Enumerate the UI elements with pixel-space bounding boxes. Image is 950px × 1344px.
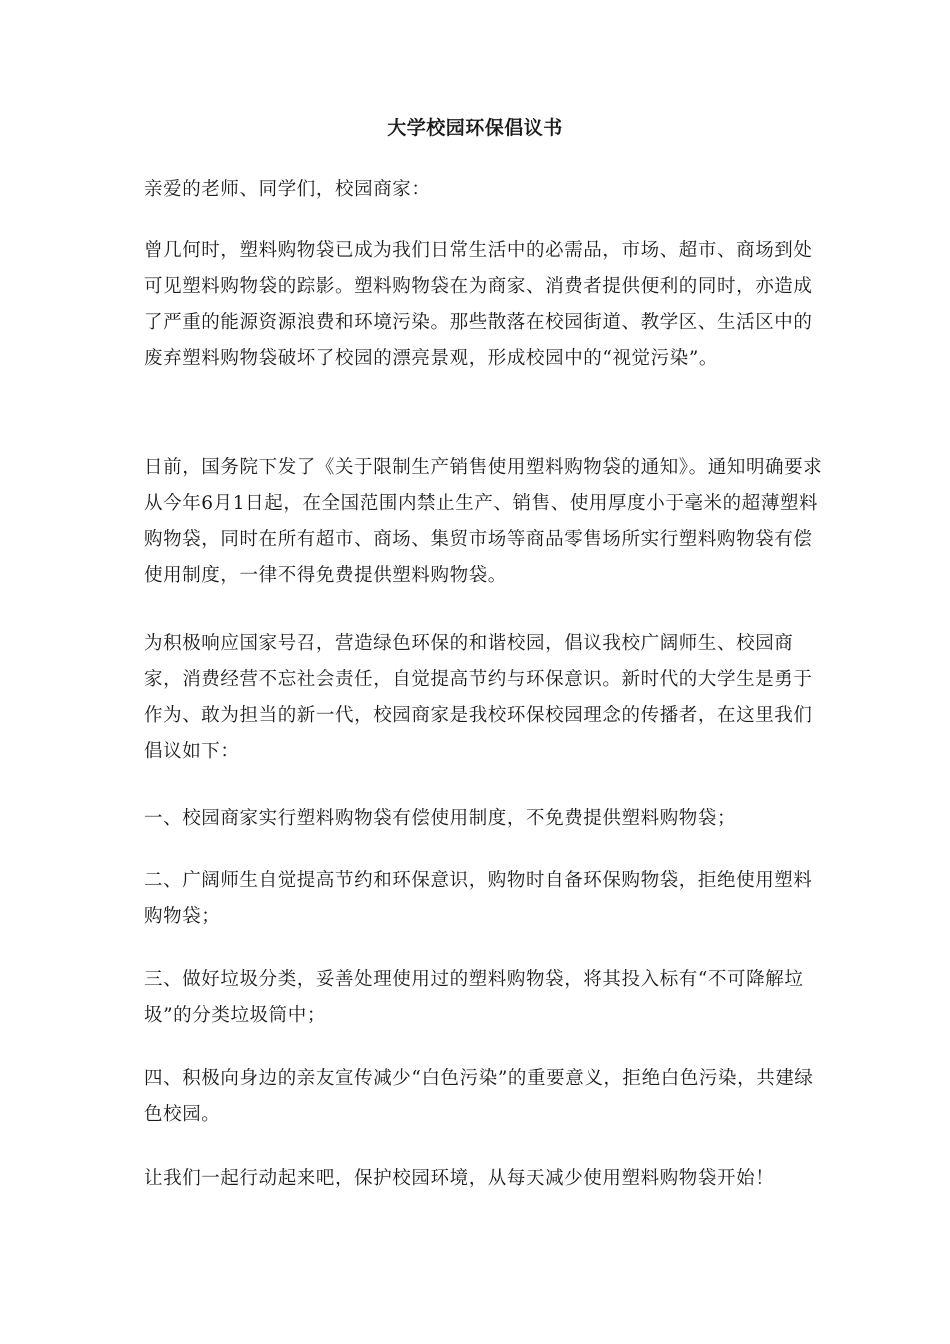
closing-paragraph: 让我们一起行动起来吧，保护校园环境，从每天减少使用塑料购物袋开始！ <box>144 1168 775 1189</box>
proposal-item-1: 一、校园商家实行塑料购物袋有偿使用制度，不免费提供塑料购物袋； <box>144 808 737 829</box>
document-title: 大学校园环保倡议书 <box>387 117 563 139</box>
salutation: 亲爱的老师、同学们，校园商家： <box>144 179 431 200</box>
proposal-item-3: 三、做好垃圾分类，妥善处理使用过的塑料购物袋，将其投入标有“不可降解垃圾”的分类垃圾筒中； <box>144 969 804 1026</box>
proposal-item-4: 四、积极向身边的亲友宣传减少“白色污染”的重要意义，拒绝白色污染，共建绿色校园。 <box>144 1068 814 1125</box>
paragraph-notice: 日前，国务院下发了《关于限制生产销售使用塑料购物袋的通知》。通知明确要求从今年6月1日起，在全国范围内禁止生产、销售、使用厚度小于毫米的超薄塑料购物袋，同时在所有超市、商场、集贸市场等商品零售场所实行塑料购物袋有偿使用制度，一律不得免费提供塑料购物袋。 <box>144 457 823 586</box>
proposal-item-2: 二、广阔师生自觉提高节约和环保意识，购物时自备环保购物袋，拒绝使用塑料购物袋； <box>144 870 813 927</box>
paragraph-background: 曾几何时，塑料购物袋已成为我们日常生活中的必需品，市场、超市、商场到处可见塑料购物袋的踪影。塑料购物袋在为商家、消费者提供便利的同时，亦造成了严重的能源资源浪费和环境污染。那些散落在校园街道、教学区、生活区中的废弃塑料购物袋破坏了校园的漂亮景观，形成校园中的“视觉污染”。 <box>144 240 813 369</box>
paragraph-call: 为积极响应国家号召，营造绿色环保的和谐校园，倡议我校广阔师生、校园商家，消费经营不忘社会责任，自觉提高节约与环保意识。新时代的大学生是勇于作为、敢为担当的新一代，校园商家是我校环保校园理念的传播者，在这里我们倡议如下： <box>144 633 813 762</box>
